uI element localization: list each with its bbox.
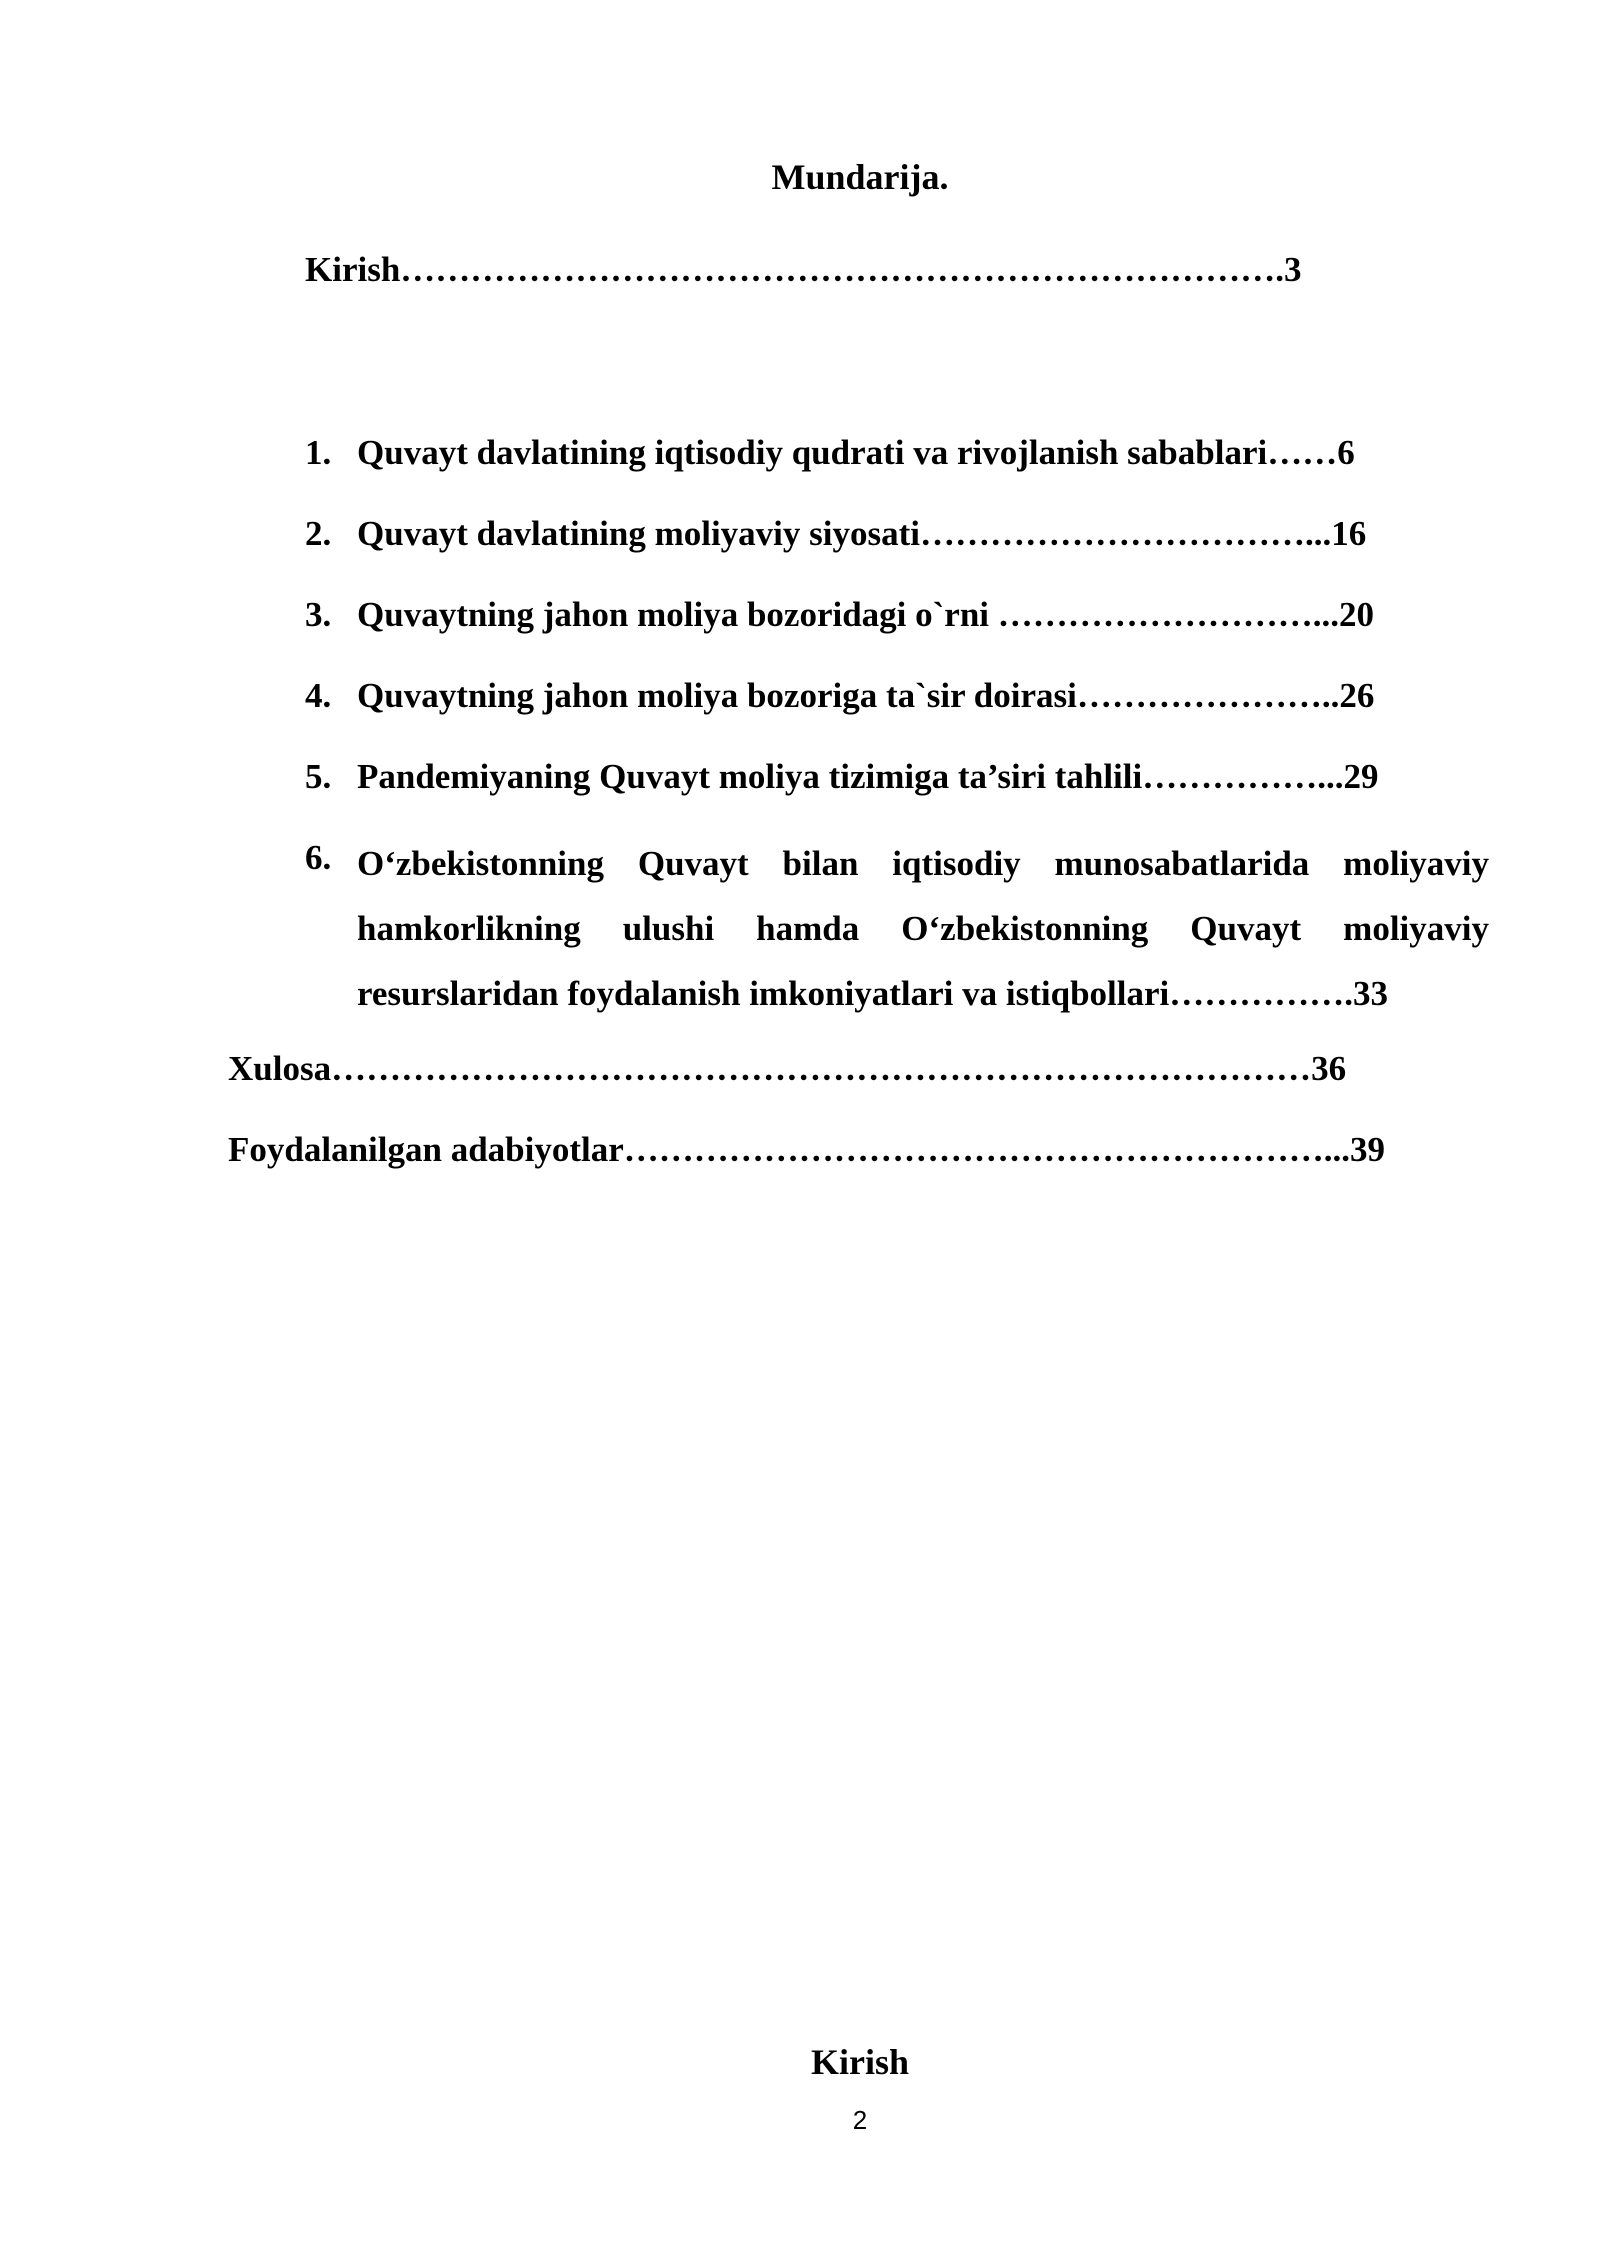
toc-entry-xulosa: Xulosa…………………………………………………………………………36 xyxy=(228,1049,1347,1088)
toc-item-text: Quvaytning jahon moliya bozoridagi o`rni ………………………...20 xyxy=(357,595,1375,634)
toc-item-number: 1. xyxy=(305,433,332,472)
toc-item-text: Quvayt davlatining moliyaviy siyosati……………………………...16 xyxy=(357,514,1367,553)
toc-item-number: 6. xyxy=(305,838,332,877)
toc-item-number: 2. xyxy=(305,514,332,553)
toc-item-text: Quvayt davlatining iqtisodiy qudrati va rivojlanish sabablari……6 xyxy=(357,433,1355,472)
toc-item-number: 4. xyxy=(305,676,332,715)
toc-item-number: 5. xyxy=(305,757,332,796)
toc-item-text: O‘zbekistonning Quvayt bilan iqtisodiy munosabatlarida moliyaviy hamkorlikning ulushi hamda O‘zbekistonning Quvayt moliyaviy resurslaridan foydalanish imkoniyatlari va istiqbollari…………….33 xyxy=(357,844,1489,1013)
toc-item-number: 3. xyxy=(305,595,332,634)
toc-item-text: Pandemiyaning Quvayt moliya tizimiga ta’siri tahlili……………...29 xyxy=(357,757,1379,796)
toc-entry-adabiyotlar: Foydalanilgan adabiyotlar……………………………………………………...39 xyxy=(228,1130,1386,1169)
toc-title: Mundarija. xyxy=(771,157,949,197)
toc-item-text: Quvaytning jahon moliya bozoriga ta`sir doirasi…………………..26 xyxy=(357,676,1375,715)
toc-entry-kirish: Kirish………………………………………………………………….3 xyxy=(305,250,1302,289)
page-number: 2 xyxy=(852,2105,868,2135)
section-heading: Kirish xyxy=(810,2042,909,2082)
